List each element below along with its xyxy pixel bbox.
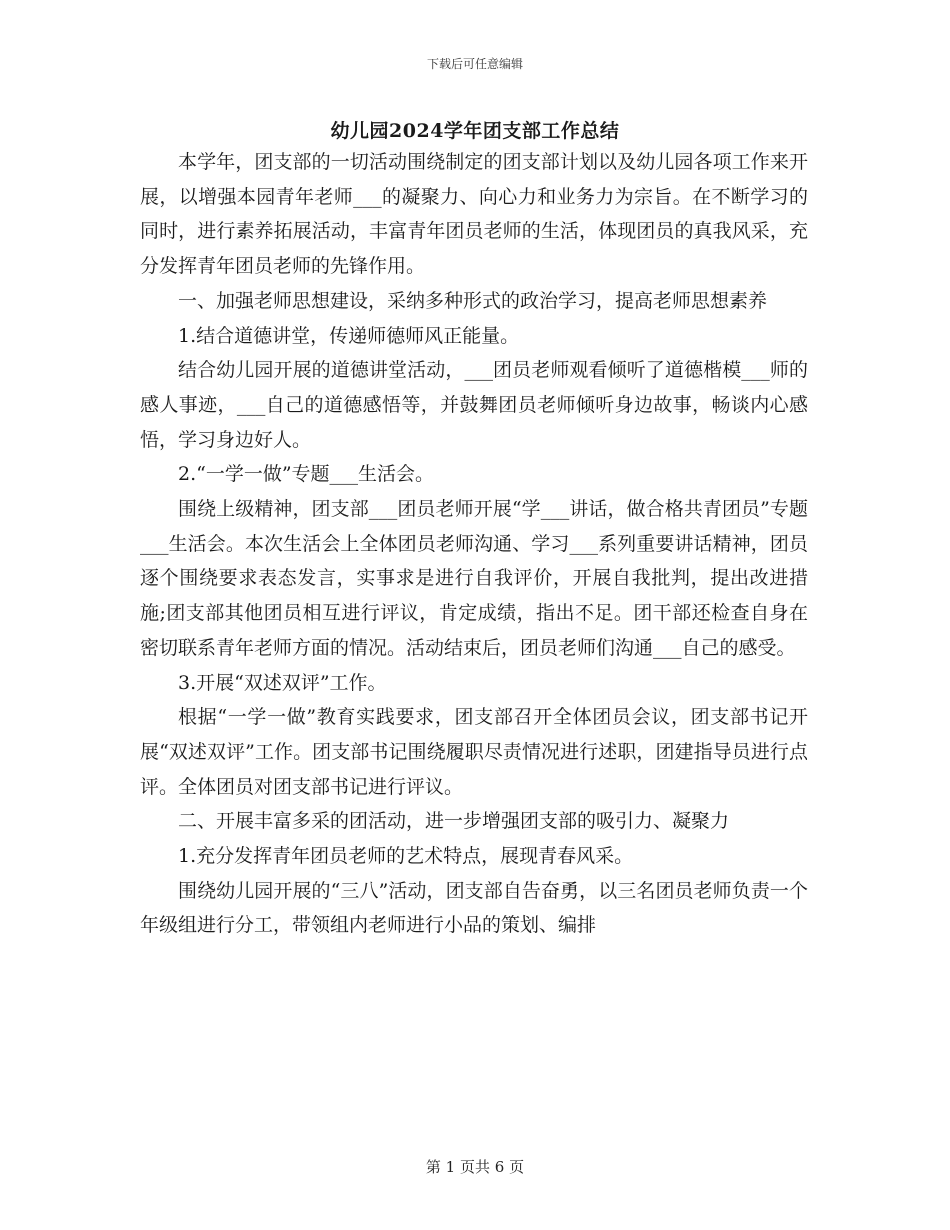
- document-title: 幼儿园2024学年团支部工作总结: [330, 120, 620, 142]
- subsection-heading: 3.开展“双述双评”工作。: [178, 671, 387, 694]
- document-body: [140, 145, 808, 943]
- section-heading: 二、开展丰富多采的团活动，进一步增强团支部的吸引力、凝聚力: [178, 810, 730, 833]
- paragraph: 围绕上级精神，团支部___团员老师开展“学___讲话，做合格共青团员”专题___生活会。本次生活会上全体团员老师沟通、学习___系列重要讲话精神，团员逐个围绕要求表态发言，实事求是进行自我评价，开展自我批判，提出改进措施;团支部其他团员相互进行评议，肯定成绩，指出不足。团干部还检查自身在密切联系青年老师方面的情况。活动结束后，团员老师们沟通___自己的感受。: [140, 498, 808, 659]
- subsection-heading: 1.结合道德讲堂，传递师德师风正能量。: [178, 324, 520, 347]
- paragraph: 根据“一学一做”教育实践要求，团支部召开全体团员会议，团支部书记开展“双述双评”工作。团支部书记围绕履职尽责情况进行述职，团建指导员进行点评。全体团员对团支部书记进行评议。: [140, 706, 808, 798]
- paragraph: 围绕幼儿园开展的“三八”活动，团支部自告奋勇，以三名团员老师负责一个年级组进行分工，带领组内老师进行小品的策划、编排: [140, 879, 808, 937]
- paragraph: 结合幼儿园开展的道德讲堂活动，___团员老师观看倾听了道德楷模___师的感人事迹，___自己的道德感悟等，并鼓舞团员老师倾听身边故事，畅谈内心感悟，学习身边好人。: [140, 359, 808, 451]
- paragraph: 本学年，团支部的一切活动围绕制定的团支部计划以及幼儿园各项工作来开展，以增强本园青年老师___的凝聚力、向心力和业务力为宗旨。在不断学习的同时，进行素养拓展活动，丰富青年团员老师的生活，体现团员的真我风采，充分发挥青年团员老师的先锋作用。: [140, 151, 808, 278]
- header-note: 下载后可任意编辑: [426, 57, 523, 71]
- subsection-heading: 1.充分发挥青年团员老师的艺术特点，展现青春风采。: [178, 845, 634, 868]
- subsection-heading: 2.“一学一做”专题___生活会。: [178, 463, 435, 486]
- page-number: 第 1 页共 6 页: [425, 1158, 525, 1176]
- section-heading: 一、加强老师思想建设，采纳多种形式的政治学习，提高老师思想素养: [178, 289, 768, 312]
